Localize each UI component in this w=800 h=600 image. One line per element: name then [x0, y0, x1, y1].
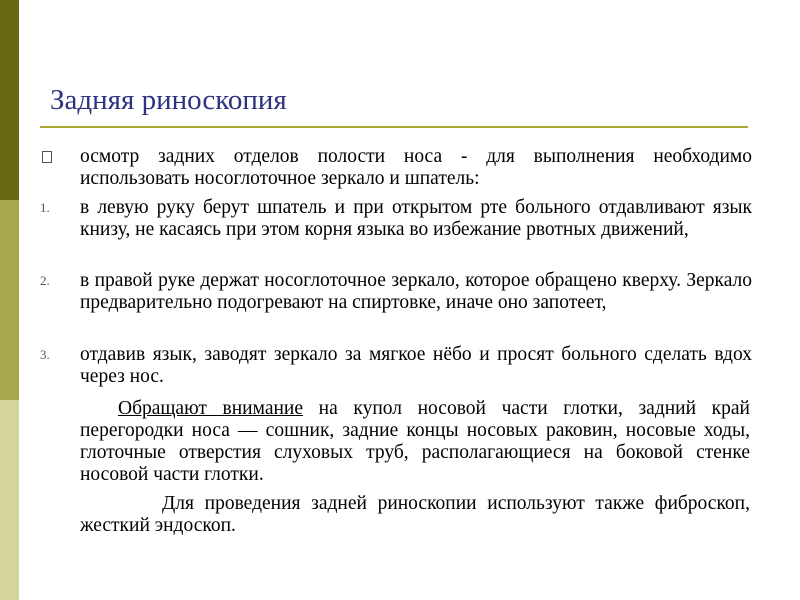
list-item-text: в левую руку берут шпатель и при открытом рте больного отдавливают язык книзу, не касаясь при этом корня языка во избежание рвотных движений, — [80, 197, 752, 240]
paragraph-attention — [80, 398, 750, 486]
paragraph-text: на купол носовой части глотки, задний край перегородки носа — сошник, задние концы носовых раковин, носовые ходы, глоточные отверстия слуховых труб, располагающиеся на боковой стенке носовой части глотки. — [80, 398, 750, 485]
list-item-text: в правой руке держат носоглоточное зеркало, которое обращено кверху. Зеркало предварительно подогревают на спиртовке, иначе оно запотеет, — [80, 270, 752, 313]
list-number: 2. — [40, 273, 50, 288]
list-marker — [40, 344, 76, 366]
underlined-phrase: Обращают внимание — [118, 398, 304, 419]
list-marker — [40, 270, 76, 292]
list-item — [40, 197, 752, 241]
list-item — [40, 270, 752, 314]
paragraph-endoscopy — [80, 493, 750, 537]
slide-title: Задняя риноскопия — [50, 84, 287, 116]
list-number: 3. — [40, 347, 50, 362]
square-bullet-icon — [42, 151, 52, 163]
paragraph-text: Для проведения задней риноскопии используют также фиброскоп, жесткий эндоскоп. — [80, 493, 750, 536]
list-item-text: осмотр задних отделов полости носа - для выполнения необходимо использовать носоглоточное зеркало и шпатель: — [80, 146, 752, 189]
list-marker — [40, 197, 76, 219]
list-item — [40, 146, 752, 190]
list-item — [40, 344, 752, 388]
list-marker — [40, 146, 76, 170]
list-number: 1. — [40, 200, 50, 215]
list-item-text: отдавив язык, заводят зеркало за мягкое нёбо и просят больного сделать вдох через нос. — [80, 344, 752, 387]
